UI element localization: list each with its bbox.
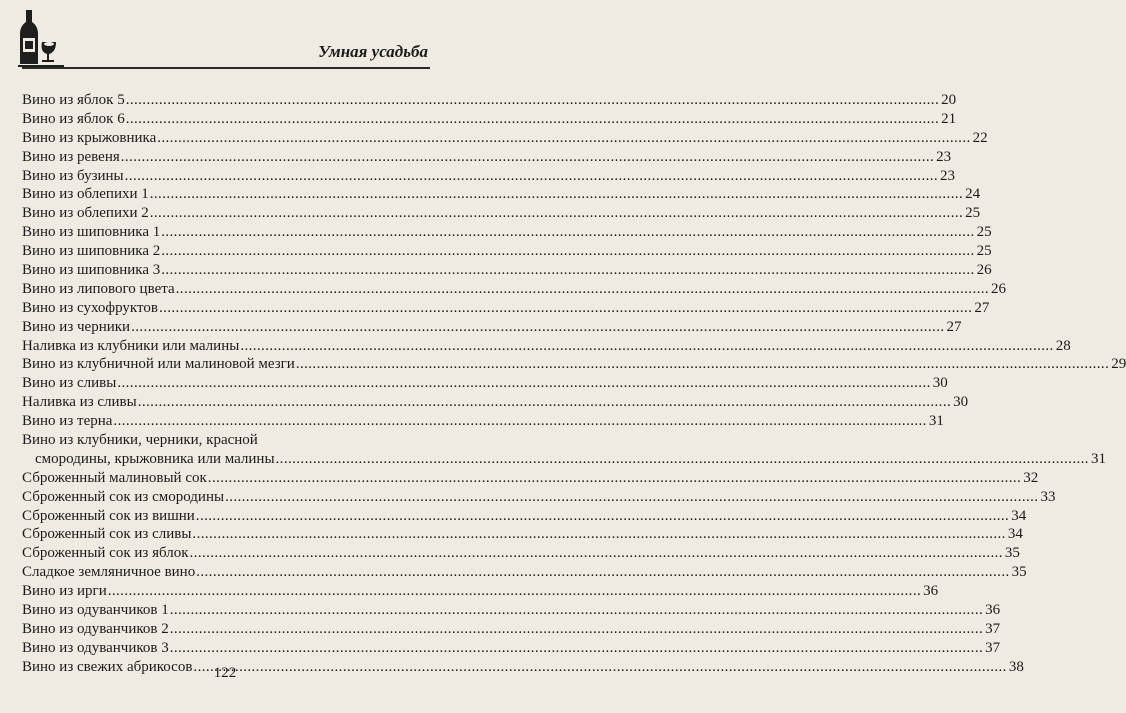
- toc-entry-title: Сброженный сок из сливы: [22, 526, 192, 543]
- toc-entry: [22, 639, 1001, 658]
- toc-entry-page: 36: [985, 602, 1001, 619]
- toc-leader-dots: [170, 639, 983, 658]
- toc-leader-dots: [150, 185, 963, 204]
- toc-entry: [22, 129, 988, 148]
- toc-entry-title: Вино из крыжовника: [22, 129, 157, 146]
- toc-entry-page: 30: [932, 375, 948, 392]
- toc-leader-dots: [190, 544, 1003, 563]
- toc-entry: [22, 337, 1071, 356]
- toc-entry: [22, 393, 969, 412]
- toc-entry-title: Вино из облепихи 2: [22, 205, 149, 222]
- toc-entry-page: 35: [1011, 564, 1027, 581]
- toc-leader-dots: [240, 337, 1053, 356]
- toc-entry-page: 37: [985, 620, 1001, 637]
- toc-entry-title: Наливка из сливы: [22, 394, 137, 411]
- toc-leader-dots: [113, 412, 926, 431]
- toc-leader-dots: [196, 507, 1009, 526]
- toc-entry-page: 31: [1090, 450, 1106, 467]
- toc-entry: [22, 582, 939, 601]
- toc-entry-title: Сброженный сок из смородины: [22, 488, 225, 505]
- toc-entry-page: 30: [953, 394, 969, 411]
- toc-entry-page: 28: [1055, 337, 1071, 354]
- toc-leader-dots: [170, 620, 983, 639]
- toc-entry-page: 25: [976, 243, 992, 260]
- toc-entry-title: Вино из одуванчиков 1: [22, 602, 169, 619]
- toc-entry-page: 33: [1040, 488, 1056, 505]
- toc-entry: [22, 469, 1039, 488]
- toc-entry-title: Вино из свежих абрикосов: [22, 658, 193, 675]
- toc-entry-title: Вино из облепихи 1: [22, 186, 149, 203]
- toc-entry-continuation: [22, 450, 1106, 469]
- toc-entry-page: 23: [940, 167, 956, 184]
- page-number: 122: [213, 665, 237, 681]
- toc-entry-title: Вино из шиповника 2: [22, 243, 161, 260]
- toc-entry: [22, 318, 962, 337]
- toc-entry-page: 35: [1004, 545, 1020, 562]
- table-of-contents: [22, 91, 1126, 677]
- toc-entry: [22, 110, 957, 129]
- toc-entry-title: Вино из сухофруктов: [22, 299, 158, 316]
- toc-entry-page: 32: [1023, 469, 1039, 486]
- toc-entry-title: Вино из яблок 6: [22, 110, 125, 127]
- toc-entry-title: Сброженный сок из вишни: [22, 507, 195, 524]
- toc-entry: [22, 525, 1023, 544]
- toc-entry: [22, 601, 1001, 620]
- toc-entry: [22, 374, 948, 393]
- toc-entry-title: Вино из одуванчиков 3: [22, 639, 169, 656]
- toc-entry-page: 34: [1007, 526, 1023, 543]
- toc-entry: [22, 167, 956, 186]
- toc-entry-title: Вино из сливы: [22, 375, 117, 392]
- toc-entry-title: Сладкое земляничное вино: [22, 564, 196, 581]
- toc-entry: [22, 204, 981, 223]
- toc-leader-dots: [161, 261, 974, 280]
- toc-entry-page: 36: [923, 583, 939, 600]
- toc-leader-dots: [117, 374, 930, 393]
- toc-entry-title: Вино из бузины: [22, 167, 124, 184]
- toc-entry-title-continuation: смородины, крыжовника или малины: [35, 450, 275, 467]
- toc-entry: [22, 507, 1027, 526]
- toc-entry-page: 31: [928, 413, 944, 430]
- toc-leader-dots: [161, 223, 974, 242]
- toc-entry: [22, 242, 992, 261]
- toc-entry-page: 34: [1011, 507, 1027, 524]
- toc-entry-page: 25: [976, 224, 992, 241]
- toc-leader-dots: [150, 204, 963, 223]
- toc-entry-title: Вино из шиповника 3: [22, 262, 161, 279]
- toc-entry-title: Вино из черники: [22, 318, 131, 335]
- toc-leader-dots: [157, 129, 970, 148]
- toc-entry-page: 26: [976, 262, 992, 279]
- toc-entry-title: Вино из шиповника 1: [22, 224, 161, 241]
- toc-entry-title: Сброженный малиновый сок: [22, 469, 207, 486]
- toc-leader-dots: [276, 450, 1089, 469]
- toc-entry-title: Вино из липового цвета: [22, 280, 175, 297]
- toc-leader-dots: [126, 91, 939, 110]
- toc-leader-dots: [296, 355, 1109, 374]
- toc-entry: [22, 431, 428, 450]
- toc-entry-page: 37: [985, 639, 1001, 656]
- toc-entry-title: Сброженный сок из яблок: [22, 545, 189, 562]
- toc-entry-title: Вино из ирги: [22, 583, 107, 600]
- toc-entry-title: Вино из одуванчиков 2: [22, 620, 169, 637]
- toc-entry-page: 24: [965, 186, 981, 203]
- toc-leader-dots: [138, 393, 951, 412]
- toc-leader-dots: [176, 280, 989, 299]
- toc-leader-dots: [131, 318, 944, 337]
- toc-entry-title: Вино из клубничной или малиновой мезги: [22, 356, 295, 373]
- toc-entry: [22, 148, 952, 167]
- toc-entry: [22, 299, 990, 318]
- toc-leader-dots: [126, 110, 939, 129]
- toc-entry-page: 23: [936, 148, 952, 165]
- toc-entry: [22, 185, 981, 204]
- toc-entry: [22, 280, 1007, 299]
- toc-entry-title: Вино из яблок 5: [22, 92, 125, 108]
- toc-entry: [22, 355, 1126, 374]
- toc-entry: [22, 261, 992, 280]
- toc-entry: [22, 91, 957, 110]
- toc-entry-page: 29: [1111, 356, 1126, 373]
- header-rule: [22, 67, 430, 69]
- toc-entry-title: Вино из ревеня: [22, 148, 120, 165]
- toc-leader-dots: [125, 167, 938, 186]
- toc-entry-page: 22: [972, 129, 988, 146]
- toc-leader-dots: [159, 299, 972, 318]
- toc-entry-title: Вино из клубники, черники, красной: [22, 432, 258, 449]
- toc-entry-page: 26: [991, 280, 1007, 297]
- toc-leader-dots: [196, 563, 1009, 582]
- toc-leader-dots: [161, 242, 974, 261]
- toc-leader-dots: [121, 148, 934, 167]
- series-title: Умная усадьба: [318, 42, 428, 61]
- toc-entry-page: 21: [941, 110, 957, 127]
- toc-entry: [22, 223, 992, 242]
- wine-bottle-and-glass-icon: [18, 8, 64, 68]
- toc-entry: [22, 563, 1027, 582]
- toc-entry: [22, 620, 1001, 639]
- toc-leader-dots: [108, 582, 921, 601]
- toc-entry: [22, 544, 1020, 563]
- toc-entry-title: Наливка из клубники или малины: [22, 337, 240, 354]
- toc-entry: [22, 412, 944, 431]
- toc-entry-title: Вино из терна: [22, 413, 113, 430]
- toc-entry-page: 38: [1008, 658, 1024, 675]
- toc-leader-dots: [208, 469, 1021, 488]
- toc-entry-page: 27: [946, 318, 962, 335]
- toc-entry: [22, 488, 1056, 507]
- toc-leader-dots: [170, 601, 983, 620]
- toc-entry-page: 20: [941, 92, 957, 108]
- toc-leader-dots: [192, 525, 1005, 544]
- toc-leader-dots: [225, 488, 1038, 507]
- toc-entry-page: 25: [965, 205, 981, 222]
- toc-entry-page: 27: [974, 299, 990, 316]
